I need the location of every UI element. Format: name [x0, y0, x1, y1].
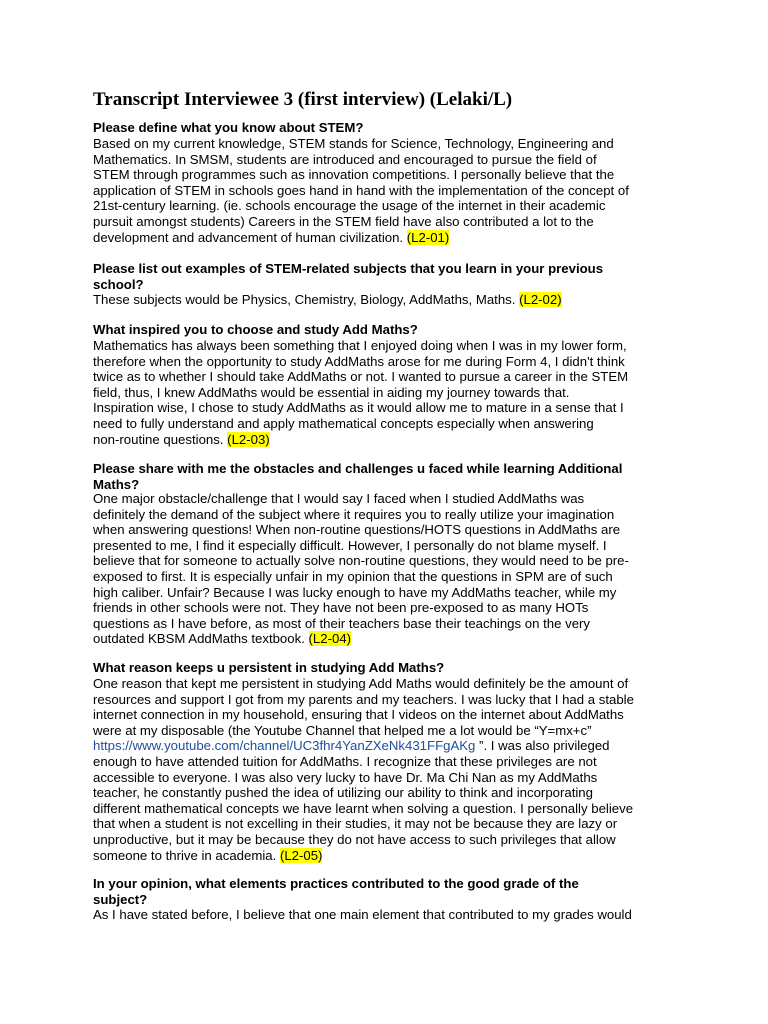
- answer-line-text: ”. I was also privileged: [475, 738, 610, 754]
- answer-line-text: someone to thrive in academia.: [93, 847, 280, 863]
- answer-6: [93, 907, 693, 923]
- answer-line: [93, 292, 693, 308]
- question-line: In your opinion, what elements practices contributed to the good grade of the: [93, 876, 579, 891]
- answer-line: [93, 230, 693, 246]
- answer-line: teacher, he constantly pushed the idea of utilizing our ability to think and incorporating: [93, 785, 593, 801]
- answer-line: [93, 432, 693, 448]
- question-6: [93, 876, 693, 907]
- answer-line: friends in other schools were not. They have not been pre-exposed to as many HOTs: [93, 600, 589, 616]
- answer-line: As I have stated before, I believe that one main element that contributed to my grades would: [93, 907, 632, 922]
- code-highlight: (L2-04): [308, 631, 352, 647]
- answer-line: application of STEM in schools goes hand in hand with the implementation of the concept of: [93, 182, 629, 198]
- question-line: Please define what you know about STEM?: [93, 120, 364, 135]
- answer-line: field, thus, I knew AddMaths would be essential in aiding my journey towards that.: [93, 384, 570, 400]
- question-line: What inspired you to choose and study Add Maths?: [93, 322, 418, 337]
- answer-line: definitely the demand of the subject where it requires you to really utilize your imagination: [93, 506, 615, 522]
- question-line: Please share with me the obstacles and challenges u faced while learning Additional: [93, 461, 623, 476]
- answer-line: enough to have attended tuition for AddMaths. I recognize that these privileges are not: [93, 753, 597, 769]
- answer-line: [93, 738, 693, 754]
- question-line: Please list out examples of STEM-related subjects that you learn in your previous: [93, 261, 604, 276]
- answer-line-text: development and advancement of human civilization.: [93, 229, 407, 245]
- answer-line: STEM through programmes such as innovation competitions. I personally believe that the: [93, 167, 615, 183]
- code-highlight: (L2-03): [227, 431, 270, 447]
- answer-line: unproductive, but it may be because they do not have access to such privileges that allow: [93, 831, 616, 847]
- answer-line: were at my disposable (the Youtube Channel that helped me a lot would be “Y=mx+c”: [93, 722, 592, 738]
- answer-line: need to fully understand and apply mathematical concepts especially when answering: [93, 415, 594, 431]
- answer-line: questions as I have before, as most of their teachers base their teachings on the very: [93, 615, 591, 631]
- answer-1: [93, 136, 693, 245]
- answer-line: believe that for someone to actually solve non-routine questions, they would need to be pre-: [93, 553, 629, 569]
- answer-2: [93, 292, 693, 308]
- code-highlight: (L2-05): [279, 847, 323, 863]
- question-line: What reason keeps u persistent in studying Add Maths?: [93, 660, 445, 675]
- answer-line: therefore when the opportunity to study AddMaths arose for me during Form 4, I didn't think: [93, 353, 625, 369]
- answer-line: when answering questions! When non-routine questions/HOTS questions in AddMaths are: [93, 522, 621, 538]
- answer-line-text: outdated KBSM AddMaths textbook.: [93, 631, 309, 647]
- question-5: [93, 660, 693, 676]
- code-highlight: (L2-02): [519, 292, 562, 307]
- answer-line: that when a student is not excelling in their studies, it may not be because they are lazy or: [93, 816, 618, 832]
- answer-line: resources and support I got from my parents and my teachers. I was lucky that I had a stable: [93, 691, 634, 707]
- answer-line: Based on my current knowledge, STEM stands for Science, Technology, Engineering and: [93, 136, 614, 151]
- answer-5: [93, 676, 693, 863]
- answer-line: presented to me, I find it especially difficult. However, I personally do not blame myself. I: [93, 537, 607, 553]
- answer-4: [93, 491, 693, 647]
- answer-line: [93, 631, 693, 647]
- question-line: school?: [93, 276, 144, 292]
- youtube-channel-link[interactable]: https://www.youtube.com/channel/UC3fhr4YanZXeNk431FFgAKg: [93, 738, 476, 754]
- answer-line: exposed to first. It is especially unfair in my opinion that the questions in SPM are of such: [93, 568, 613, 584]
- answer-3: [93, 338, 693, 447]
- code-highlight: (L2-01): [406, 229, 450, 245]
- question-line: Maths?: [93, 476, 140, 492]
- answer-line: One reason that kept me persistent in studying Add Maths would definitely be the amount of: [93, 676, 629, 691]
- answer-line: twice as to whether I should take AddMaths or not. I wanted to pursue a career in the STEM: [93, 369, 629, 385]
- answer-line-text: These subjects would be Physics, Chemistry, Biology, AddMaths, Maths.: [93, 292, 520, 307]
- answer-line: pursuit amongst students) Careers in the STEM field have also contributed a lot to the: [93, 213, 594, 229]
- answer-line: Mathematics has always been something that I enjoyed doing when I was in my lower form,: [93, 338, 627, 353]
- answer-line: internet connection in my household, ensuring that I videos on the internet about AddMaths: [93, 707, 624, 723]
- answer-line-text: non-routine questions.: [93, 431, 228, 447]
- answer-line: Mathematics. In SMSM, students are introduced and encouraged to pursue the field of: [93, 151, 597, 167]
- answer-line: One major obstacle/challenge that I would say I faced when I studied AddMaths was: [93, 491, 585, 506]
- question-2: [93, 261, 693, 292]
- question-3: [93, 322, 693, 338]
- answer-line: different mathematical concepts we have learnt when solving a question. I personally believe: [93, 800, 634, 816]
- question-4: [93, 461, 693, 492]
- question-line: subject?: [93, 891, 148, 907]
- document-title: Transcript Interviewee 3 (first interview) (Lelaki/L): [93, 89, 513, 110]
- question-1: [93, 120, 693, 136]
- answer-line: [93, 848, 693, 864]
- answer-line: accessible to everyone. I was also very lucky to have Dr. Ma Chi Nan as my AddMaths: [93, 769, 598, 785]
- answer-line: Inspiration wise, I chose to study AddMaths as it would allow me to mature in a sense that I: [93, 400, 624, 416]
- answer-line: 21st-century learning. (ie. schools encourage the usage of the internet in their academic: [93, 198, 606, 214]
- answer-line: high caliber. Unfair? Because I was lucky enough to have my AddMaths teacher, while my: [93, 584, 617, 600]
